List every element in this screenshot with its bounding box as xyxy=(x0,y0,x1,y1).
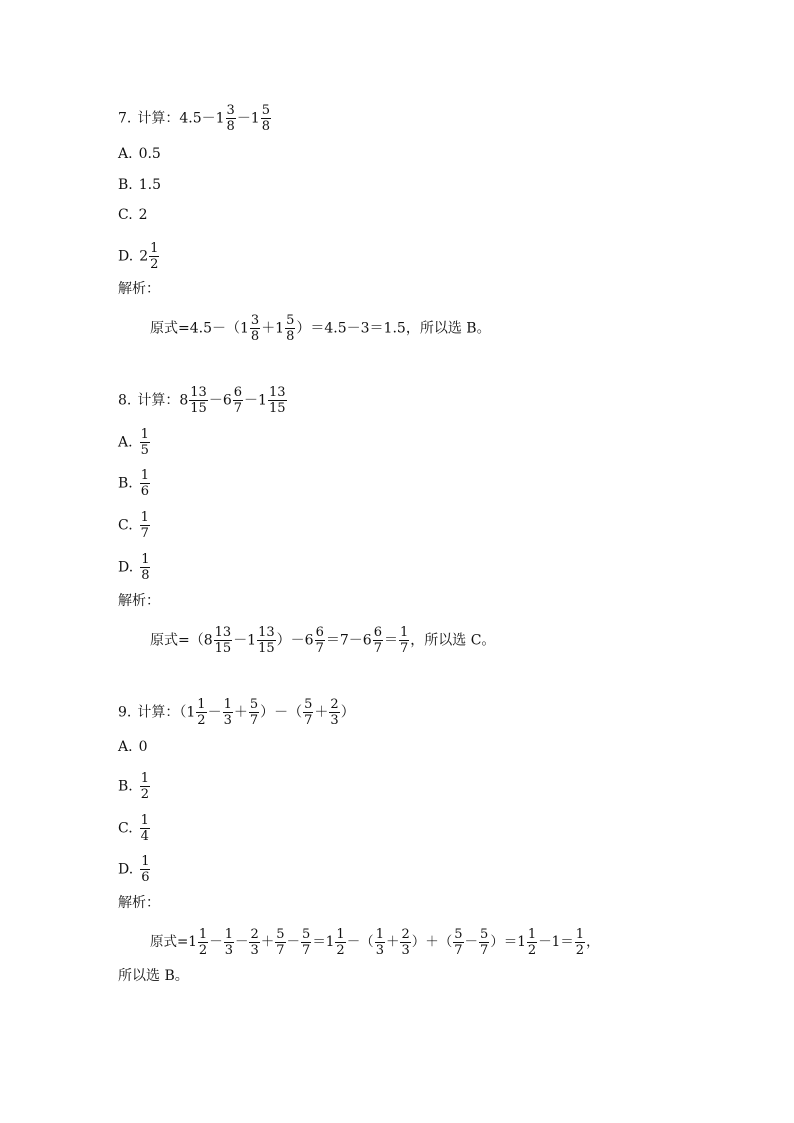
expr-text: ，所以选 C。 xyxy=(410,632,496,649)
fraction xyxy=(223,698,233,727)
denominator: 5 xyxy=(140,443,149,458)
q8-stem xyxy=(118,386,288,415)
denominator: 3 xyxy=(223,713,232,728)
expr-text: ） xyxy=(340,704,355,721)
expr-text: －1＝ xyxy=(538,934,574,950)
expr-text: ＋ xyxy=(314,704,329,721)
expr-text: 8 xyxy=(179,392,189,409)
fraction xyxy=(233,386,243,415)
q9-solution xyxy=(150,928,600,957)
denominator: 8 xyxy=(250,329,260,344)
option-label: C. xyxy=(118,820,133,837)
q7-option-c xyxy=(118,205,148,225)
denominator: 6 xyxy=(140,484,150,499)
q7-option-d xyxy=(118,242,160,271)
option-label: D. xyxy=(118,559,134,576)
fraction xyxy=(400,928,410,957)
numerator: 1 xyxy=(224,927,233,942)
numerator: 3 xyxy=(250,313,260,328)
denominator: 8 xyxy=(141,568,150,583)
numerator: 2 xyxy=(250,927,259,942)
denominator: 6 xyxy=(141,870,150,885)
q7-solution xyxy=(150,314,491,343)
numerator: 1 xyxy=(141,552,150,567)
q8-option-a xyxy=(118,428,151,457)
q7-stem xyxy=(118,104,272,133)
fraction xyxy=(198,928,208,957)
expr-text: 原式=（8 xyxy=(150,632,213,649)
fraction xyxy=(275,928,285,957)
expr-text: － xyxy=(209,934,223,950)
denominator: 8 xyxy=(261,119,271,134)
q7-label: 计算： xyxy=(137,110,180,127)
q7-analysis-label: 解析： xyxy=(118,281,160,297)
denominator: 3 xyxy=(250,943,259,958)
q9-option-d xyxy=(118,855,151,884)
option-label: D. xyxy=(118,248,134,265)
option-value: 2 xyxy=(139,248,149,265)
fraction xyxy=(285,314,295,343)
q8-label: 计算： xyxy=(137,392,180,409)
q8-option-c xyxy=(118,511,151,540)
numerator: 1 xyxy=(140,468,150,483)
fraction xyxy=(249,698,259,727)
numerator: 1 xyxy=(140,771,150,786)
numerator: 5 xyxy=(286,313,295,328)
numerator: 5 xyxy=(302,927,311,942)
denominator: 2 xyxy=(575,943,585,958)
denominator: 7 xyxy=(249,713,259,728)
denominator: 7 xyxy=(454,943,463,958)
fraction xyxy=(140,772,150,801)
expr-text: ＋ xyxy=(260,934,275,950)
q8-number: 8. xyxy=(118,392,132,409)
numerator: 5 xyxy=(249,697,259,712)
numerator: 1 xyxy=(197,697,206,712)
option-label: A. xyxy=(118,434,133,451)
denominator: 2 xyxy=(336,943,345,958)
denominator: 8 xyxy=(286,329,295,344)
expr-text: ）－（ xyxy=(260,704,303,721)
expr-text: ＋ xyxy=(385,934,400,950)
q9-option-c xyxy=(118,814,151,843)
fraction xyxy=(196,698,206,727)
denominator: 15 xyxy=(190,401,207,416)
expr-text: －1 xyxy=(244,392,267,409)
fraction xyxy=(373,626,383,655)
fraction xyxy=(527,928,537,957)
q8-solution xyxy=(150,626,495,655)
numerator: 3 xyxy=(226,103,235,118)
denominator: 4 xyxy=(140,829,149,844)
expr-text: － xyxy=(464,934,479,950)
option-label: D. xyxy=(118,861,134,878)
option-label: C. xyxy=(118,517,133,534)
q7-number: 7. xyxy=(118,110,132,127)
numerator: 13 xyxy=(214,625,232,640)
q9-solution-tail: 所以选 B。 xyxy=(118,968,189,984)
numerator: 1 xyxy=(150,241,159,256)
numerator: 1 xyxy=(575,927,585,942)
numerator: 1 xyxy=(140,510,149,525)
expr-text: ＋ xyxy=(233,704,248,721)
numerator: 1 xyxy=(198,927,208,942)
numerator: 1 xyxy=(399,625,409,640)
q9-option-a xyxy=(118,737,147,757)
numerator: 1 xyxy=(223,697,232,712)
option-value: 0 xyxy=(138,739,148,755)
fraction xyxy=(140,553,150,582)
expr-text: 原式=4.5－（1 xyxy=(150,320,249,337)
expr-text: ＝ xyxy=(383,632,398,649)
expr-text: － xyxy=(207,704,222,721)
q7-option-b xyxy=(118,175,161,195)
denominator: 2 xyxy=(197,713,206,728)
fraction xyxy=(257,626,276,655)
expr-text: ， xyxy=(586,934,600,950)
fraction xyxy=(140,511,150,540)
denominator: 7 xyxy=(140,526,149,541)
fraction xyxy=(301,928,311,957)
numerator: 6 xyxy=(233,385,243,400)
q9-number: 9. xyxy=(118,704,132,721)
fraction xyxy=(140,428,150,457)
numerator: 2 xyxy=(330,697,339,712)
denominator: 2 xyxy=(527,943,537,958)
denominator: 3 xyxy=(224,943,233,958)
numerator: 1 xyxy=(141,854,150,869)
expr-text: ）＋（ xyxy=(411,934,453,950)
fraction xyxy=(250,314,260,343)
fraction xyxy=(140,855,150,884)
numerator: 6 xyxy=(373,625,382,640)
denominator: 2 xyxy=(140,787,150,802)
q8-analysis-label: 解析： xyxy=(118,593,160,609)
fraction xyxy=(575,928,585,957)
option-label: A. xyxy=(118,739,133,755)
fraction xyxy=(335,928,345,957)
expr-text: ）＝4.5－3＝1.5，所以选 B。 xyxy=(296,320,491,337)
numerator: 5 xyxy=(304,697,313,712)
numerator: 13 xyxy=(268,385,286,400)
expr-text: －（ xyxy=(346,934,374,950)
numerator: 1 xyxy=(375,927,384,942)
expr-text: －1 xyxy=(233,632,257,649)
numerator: 2 xyxy=(401,927,410,942)
option-value: 2 xyxy=(138,207,148,223)
fraction xyxy=(399,626,409,655)
option-label: C. xyxy=(118,207,133,223)
fraction xyxy=(375,928,385,957)
expr-text: ＝7－6 xyxy=(325,632,372,649)
expr-text: － xyxy=(286,934,301,950)
fraction xyxy=(303,698,313,727)
denominator: 3 xyxy=(401,943,410,958)
denominator: 8 xyxy=(226,119,235,134)
numerator: 5 xyxy=(261,103,271,118)
denominator: 7 xyxy=(304,713,313,728)
expr-text: －1 xyxy=(236,110,260,127)
option-label: A. xyxy=(118,146,133,162)
expr-text: 原式=1 xyxy=(150,934,197,950)
denominator: 3 xyxy=(375,943,384,958)
expr-text: － xyxy=(234,934,249,950)
denominator: 15 xyxy=(214,641,232,656)
numerator: 1 xyxy=(140,813,149,828)
fraction xyxy=(140,814,150,843)
expr-text: （1 xyxy=(179,704,196,721)
denominator: 7 xyxy=(399,641,409,656)
option-label: B. xyxy=(118,778,133,795)
numerator: 5 xyxy=(276,927,285,942)
numerator: 13 xyxy=(190,385,207,400)
denominator: 7 xyxy=(480,943,489,958)
numerator: 1 xyxy=(140,427,149,442)
option-value: 0.5 xyxy=(138,146,161,162)
numerator: 5 xyxy=(454,927,463,942)
denominator: 7 xyxy=(315,641,324,656)
expr-text: ）＝1 xyxy=(490,934,526,950)
denominator: 7 xyxy=(233,401,243,416)
q7-option-a xyxy=(118,144,161,164)
q8-option-d xyxy=(118,553,151,582)
fraction xyxy=(261,104,271,133)
fraction xyxy=(140,469,150,498)
q9-option-b xyxy=(118,772,151,801)
fraction xyxy=(249,928,259,957)
fraction xyxy=(189,386,208,415)
denominator: 7 xyxy=(302,943,311,958)
expr-text: ＋1 xyxy=(261,320,285,337)
fraction xyxy=(329,698,339,727)
denominator: 2 xyxy=(150,257,159,272)
option-label: B. xyxy=(118,475,133,492)
fraction xyxy=(224,928,234,957)
q9-label: 计算： xyxy=(137,704,180,721)
denominator: 7 xyxy=(276,943,285,958)
fraction xyxy=(479,928,489,957)
fraction xyxy=(268,386,287,415)
denominator: 15 xyxy=(258,641,275,656)
denominator: 7 xyxy=(373,641,382,656)
fraction xyxy=(214,626,233,655)
fraction xyxy=(453,928,463,957)
numerator: 5 xyxy=(480,927,489,942)
expr-text: 4.5－1 xyxy=(179,110,225,127)
q9-stem xyxy=(118,698,355,727)
fraction xyxy=(149,242,159,271)
denominator: 2 xyxy=(198,943,208,958)
fraction xyxy=(226,104,236,133)
numerator: 6 xyxy=(315,625,324,640)
numerator: 1 xyxy=(336,927,345,942)
denominator: 3 xyxy=(330,713,339,728)
expr-text: ）－6 xyxy=(276,632,314,649)
numerator: 1 xyxy=(527,927,537,942)
option-label: B. xyxy=(118,177,133,193)
expr-text: ＝1 xyxy=(312,934,335,950)
denominator: 15 xyxy=(268,401,286,416)
q8-option-b xyxy=(118,469,151,498)
fraction xyxy=(315,626,325,655)
q9-analysis-label: 解析： xyxy=(118,895,160,911)
numerator: 13 xyxy=(258,625,275,640)
option-value: 1.5 xyxy=(138,177,162,193)
expr-text: －6 xyxy=(208,392,232,409)
